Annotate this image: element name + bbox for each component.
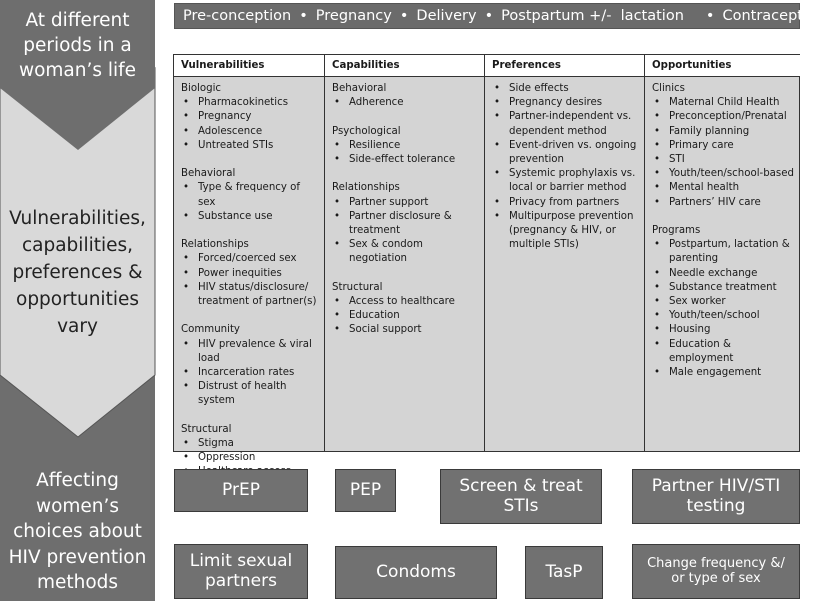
list-item: • Forced/coerced sex [181,252,318,266]
list-item: • STI [652,153,794,167]
bullet-separator: • [299,8,308,24]
group-title: Structural [332,281,383,293]
list-item: • Untreated STIs [181,139,318,153]
factor-group [332,281,478,338]
group-title: Psychological [332,125,401,137]
list-item: • Partner support [332,196,478,210]
list-item: • Education & employment [652,338,794,366]
method-partner-testing: Partner HIV/STI testing [632,469,800,524]
list-item: • Substance treatment [652,281,794,295]
period-delivery: Delivery [416,8,477,24]
group-title: Behavioral [181,168,236,180]
method-screen-treat-stis: Screen & treat STIs [440,469,602,524]
factor-group [492,82,638,252]
list-item: • Mental health [652,181,794,195]
factor-group [332,125,478,168]
list-item: • Power inequities [181,267,318,281]
list-item: • Oppression [181,451,318,465]
choices-label: Affecting women’s choices about HIV prevention methods [8,470,147,593]
column-header: Vulnerabilities [174,55,324,77]
list-item: • Primary care [652,139,794,153]
column-header: Capabilities [325,55,484,77]
factor-group [652,82,794,210]
bullet-separator: • [484,8,494,24]
period-pregnancy: Pregnancy [315,8,392,24]
list-item: • Needle exchange [652,267,794,281]
list-item: • Maternal Child Health [652,96,794,110]
list-item: • Incarceration rates [181,366,318,380]
list-item: • Partner disclosure & treatment [332,210,478,238]
bullet-separator: • [705,8,715,24]
factor-group [181,238,318,309]
list-item: • Partner-independent vs. dependent method [492,110,638,138]
factor-group [332,82,478,110]
group-title: Structural [181,423,232,435]
list-item: • Preconception/Prenatal [652,110,794,124]
list-item: • Pregnancy [181,110,318,124]
list-item: • Postpartum, lactation & parenting [652,238,794,266]
group-title: Biologic [181,83,222,94]
period-label: At different periods in a woman’s life [18,10,137,81]
table-column-capabilities [325,55,485,451]
variation-label: Vulnerabilities, capabilities, preferences & opportunities vary [9,208,146,337]
factor-group [181,167,318,224]
list-item: • Partners’ HIV care [652,196,794,210]
method-pep: PEP [335,469,396,512]
group-title: Clinics [652,83,685,94]
method-limit-partners: Limit sexual partners [174,544,308,599]
list-item: • Housing [652,323,794,337]
group-title: Behavioral [332,83,387,94]
group-title: Relationships [181,239,249,251]
list-item: • Privacy from partners [492,196,638,210]
group-title: Programs [652,225,701,237]
table-column-preferences [485,55,645,451]
list-item: • Male engagement [652,366,794,380]
column-body [485,77,644,252]
list-item: • Multipurpose prevention (pregnancy & HIV, or multiple STIs) [492,210,638,253]
list-item: • Resilience [332,139,478,153]
list-item: • Youth/teen/school [652,309,794,323]
list-item: • Adherence [332,96,478,110]
list-item: • Youth/teen/school-based [652,167,794,181]
list-item: • Event-driven vs. ongoing prevention [492,139,638,167]
method-prep: PrEP [174,469,308,512]
list-item: • Substance use [181,210,318,224]
bullet-separator: • [399,8,409,24]
list-item: • Sex & condom negotiation [332,238,478,266]
column-body [325,77,484,338]
list-item: • HIV prevalence & viral load [181,338,318,366]
list-item: • Side-effect tolerance [332,153,478,167]
list-item: • Systemic prophylaxis vs. local or barrier method [492,167,638,195]
period-postpartum: Postpartum +/- lactation [501,8,684,24]
method-change-sex: Change frequency &/ or type of sex [632,544,800,599]
list-item: • Type & frequency of sex [181,181,318,209]
list-item: • Sex worker [652,295,794,309]
period-preconception: Pre-conception [183,8,292,24]
list-item: • Pharmacokinetics [181,96,318,110]
group-title: Community [181,324,240,336]
list-item: • Side effects [492,82,638,96]
list-item: • Stigma [181,437,318,451]
method-condoms: Condoms [335,546,497,599]
column-header: Preferences [485,55,644,77]
list-item: • Social support [332,323,478,337]
column-header: Opportunities [645,55,800,77]
list-item: • Family planning [652,125,794,139]
factor-group [652,224,794,380]
period-contraception: Contraception [722,8,825,24]
periods-banner [174,3,825,29]
list-item: • Pregnancy desires [492,96,638,110]
table-column-vulnerabilities [174,55,325,464]
factors-table [173,54,800,464]
list-item: • HIV status/disclosure/ treatment of partner(s) [181,281,318,309]
list-item: • Distrust of health system [181,380,318,408]
column-body [645,77,800,380]
table-column-opportunities [645,55,800,451]
method-tasp: TasP [525,546,603,599]
factor-group [181,82,318,153]
factor-group [332,181,478,266]
column-body [174,77,324,480]
list-item: • Access to healthcare [332,295,478,309]
list-item: • Education [332,309,478,323]
list-item: • Adolescence [181,125,318,139]
group-title: Relationships [332,182,400,194]
factor-group [181,323,318,408]
